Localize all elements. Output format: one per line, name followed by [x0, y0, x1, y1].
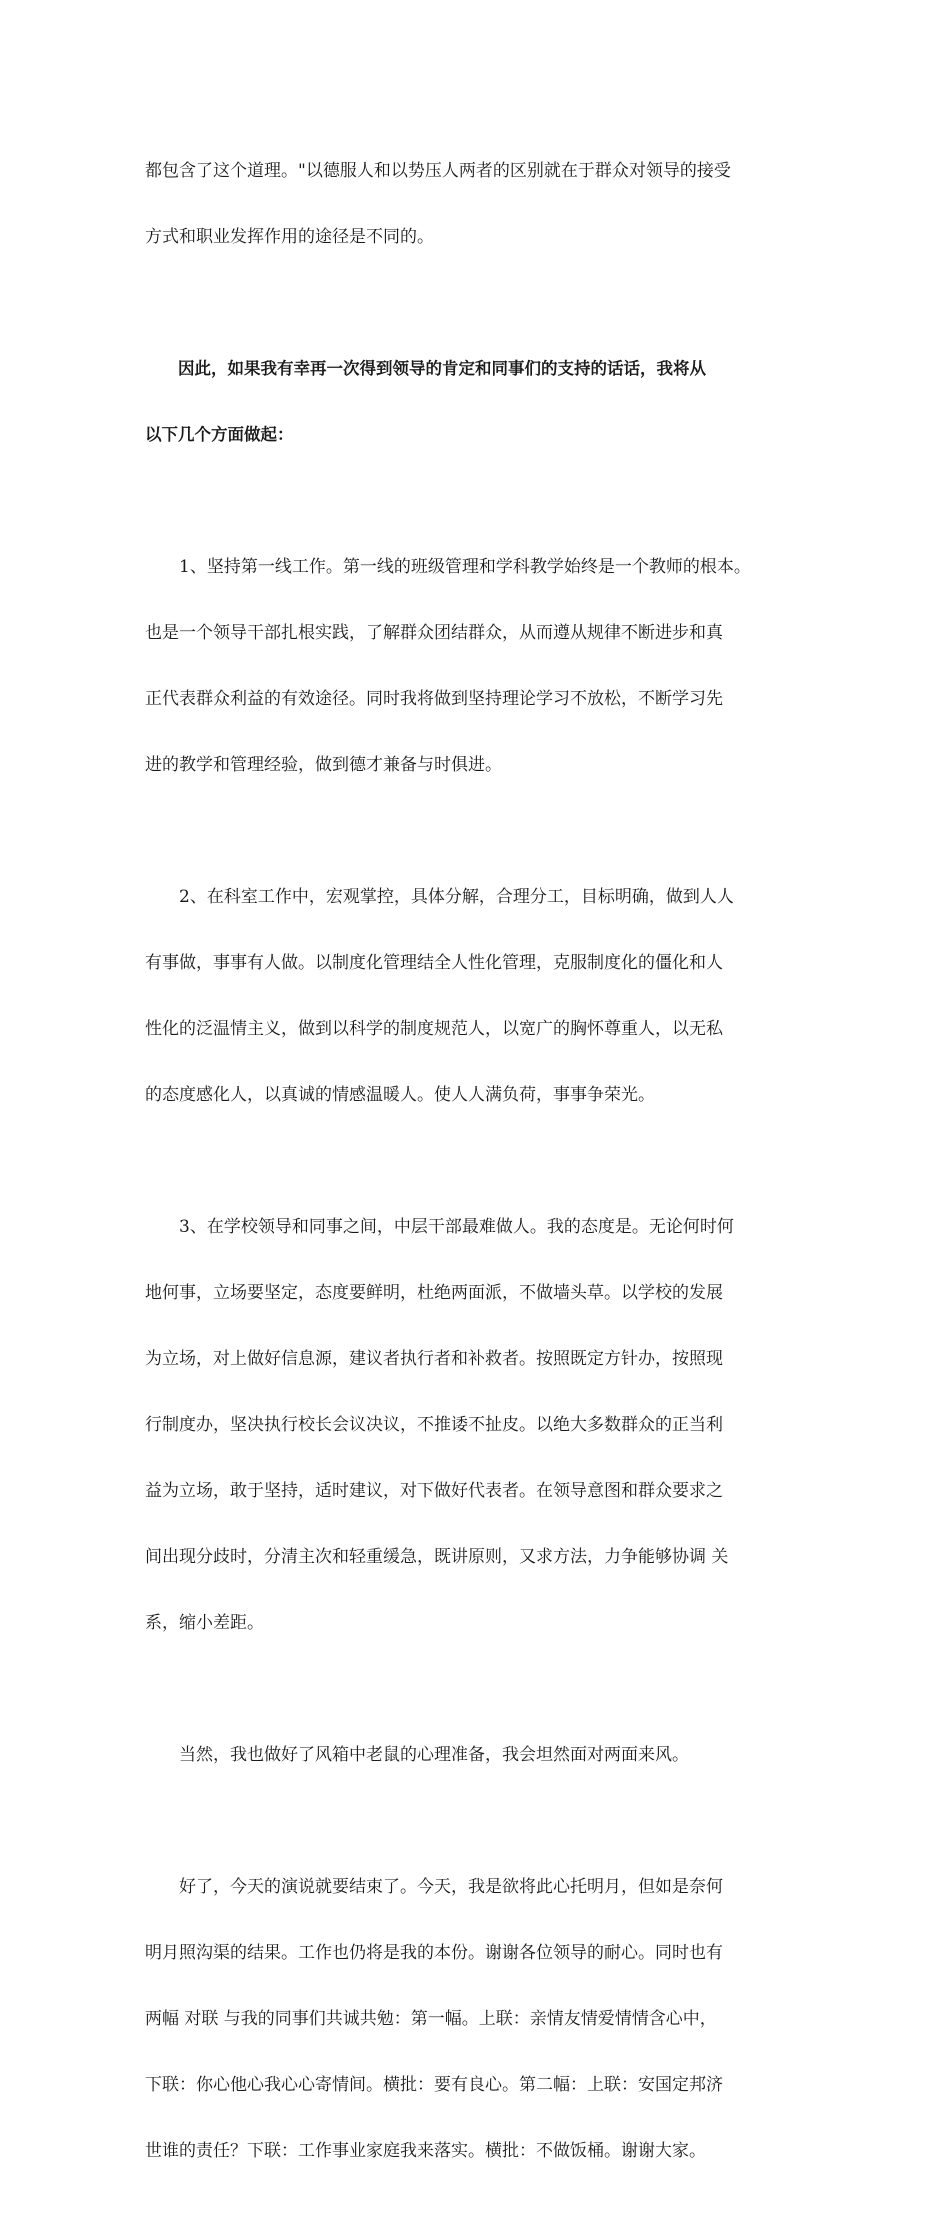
text-line: 系，缩小差距。: [145, 1613, 264, 1633]
text-line: 明月照沟渠的结果。工作也仍将是我的本份。谢谢各位领导的耐心。同时也有: [145, 1943, 723, 1963]
text-line: 以下几个方面做起：: [145, 425, 294, 444]
text-line: 的态度感化人，以真诚的情感温暖人。使人人满负荷，事事争荣光。: [145, 1085, 655, 1105]
text-line: 有事做，事事有人做。以制度化管理结全人性化管理，克服制度化的僵化和人: [145, 953, 723, 973]
text-line: 下联：你心他心我心心寄情间。横批：要有良心。第二幅：上联：安国定邦济: [145, 2075, 723, 2095]
text-line: 益为立场，敢于坚持，适时建议，对下做好代表者。在领导意图和群众要求之: [145, 1481, 723, 1501]
text-line: 世谁的责任？下联：工作事业家庭我来落实。横批：不做饭桶。谢谢大家。: [145, 2141, 706, 2161]
document-body: [145, 116, 810, 2228]
text-line: 行制度办，坚决执行校长会议决议，不推诿不扯皮。以绝大多数群众的正当利: [145, 1415, 723, 1435]
paragraph-intro-end: [145, 116, 810, 292]
paragraph-closing: [145, 1832, 810, 2206]
paragraph-point-1: [145, 512, 810, 820]
text-line: 地何事，立场要坚定，态度要鲜明，杜绝两面派，不做墙头草。以学校的发展: [145, 1283, 723, 1303]
text-line: 性化的泛温情主义，做到以科学的制度规范人，以宽广的胸怀尊重人，以无私: [145, 1019, 723, 1039]
text-line: 也是一个领导干部扎根实践，了解群众团结群众，从而遵从规律不断进步和真: [145, 623, 723, 643]
text-line: 都包含了这个道理。"以德服人和以势压人两者的区别就在于群众对领导的接受: [145, 161, 731, 181]
paragraph-resolution: [145, 314, 810, 490]
text-line: 方式和职业发挥作用的途径是不同的。: [145, 227, 434, 247]
paragraph-readiness: [145, 1700, 810, 1810]
text-line: 为立场，对上做好信息源，建议者执行者和补救者。按照既定方针办，按照现: [145, 1349, 723, 1369]
text-line: 正代表群众利益的有效途径。同时我将做到坚持理论学习不放松，不断学习先: [145, 689, 723, 709]
paragraph-point-2: [145, 842, 810, 1150]
text-line: 2、在科室工作中，宏观掌控，具体分解，合理分工，目标明确，做到人人: [145, 887, 734, 907]
text-line: 间出现分歧时，分清主次和轻重缓急，既讲原则，又求方法，力争能够协调 关: [145, 1547, 729, 1567]
text-line: 好了，今天的演说就要结束了。今天，我是欲将此心托明月，但如是奈何: [145, 1877, 723, 1897]
paragraph-point-3: [145, 1172, 810, 1678]
text-line: 两幅 对联 与我的同事们共诚共勉：第一幅。上联：亲情友情爱情情含心中，: [145, 2009, 717, 2029]
text-line: 进的教学和管理经验，做到德才兼备与时俱进。: [145, 755, 502, 775]
text-line: 因此，如果我有幸再一次得到领导的肯定和同事们的支持的话话，我将从: [145, 359, 706, 378]
text-line: 当然，我也做好了风箱中老鼠的心理准备，我会坦然面对两面来风。: [145, 1745, 689, 1765]
text-line: 1、坚持第一线工作。第一线的班级管理和学科教学始终是一个教师的根本。: [145, 557, 751, 577]
text-line: 3、在学校领导和同事之间，中层干部最难做人。我的态度是。无论何时何: [145, 1217, 734, 1237]
